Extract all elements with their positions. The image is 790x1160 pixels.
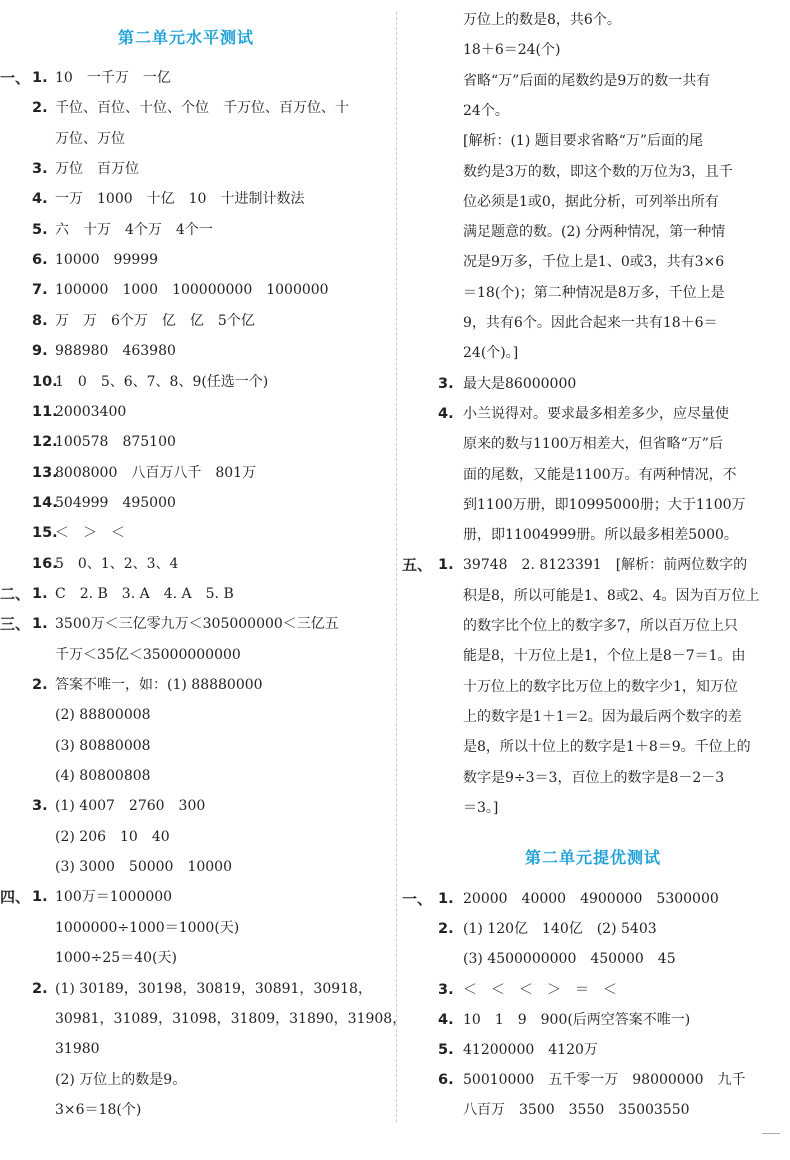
answer-text: ＜ ＜ ＜ ＞ ＝ ＜: [463, 982, 617, 998]
answer-text: 满足题意的数。(2) 分两种情况，第一种情: [463, 224, 726, 240]
answer-text: 31980: [55, 1041, 100, 1057]
question-number: 8.: [32, 313, 48, 329]
section-number: 一、: [402, 890, 433, 908]
question-number: 7.: [32, 282, 48, 298]
section-title-advanced-test: 第二单元提优测试: [525, 848, 662, 867]
answer-text: 到1100万册，即10995000册；大于1100万: [463, 497, 746, 513]
section-number: 四、: [0, 888, 31, 906]
answer-text: 50010000 五千零一万 98000000 九千: [463, 1072, 746, 1088]
question-number: 1.: [438, 557, 454, 573]
answer-text: 100万＝1000000: [55, 889, 173, 905]
answer-text: 八百万 3500 3550 35003550: [463, 1102, 690, 1118]
answer-text: 10000 99999: [55, 252, 159, 268]
question-number: 4.: [438, 1012, 454, 1028]
answer-text: 3×6＝18(个): [55, 1102, 142, 1118]
question-number: 4.: [32, 191, 48, 207]
answer-text: 1 0 5、6、7、8、9(任选一个): [55, 374, 269, 390]
answer-text: (1) 4007 2760 300: [55, 798, 206, 814]
answer-text: (2) 万位上的数是9。: [55, 1072, 187, 1088]
answer-text: 千位、百位、十位、个位 千万位、百万位、十: [55, 100, 349, 116]
answer-text: 988980 463980: [55, 343, 176, 359]
question-number: 5.: [32, 222, 48, 238]
answer-text: 24个。: [463, 103, 509, 119]
question-number: 4.: [438, 406, 454, 422]
answer-text: 20000 40000 4900000 5300000: [463, 891, 719, 907]
section-title-level-test: 第二单元水平测试: [118, 28, 255, 47]
answer-text: 数约是3万的数，即这个数的万位为3，且千: [463, 164, 733, 180]
section-number: 五、: [402, 556, 433, 574]
question-number: 2.: [32, 100, 48, 116]
answer-text: 积是8，所以可能是1、8或2、4。因为百万位上: [463, 588, 760, 604]
question-number: 1.: [32, 586, 48, 602]
question-number: 3.: [32, 161, 48, 177]
answer-text: 一万 1000 十亿 10 十进制计数法: [55, 191, 305, 207]
answer-text: 万位、万位: [55, 131, 125, 147]
question-number: 3.: [438, 376, 454, 392]
answer-text: 5 0、1、2、3、4: [55, 556, 179, 572]
answer-text: 最大是86000000: [463, 376, 577, 392]
question-number: 10.: [32, 374, 58, 390]
answer-text: 的数字比个位上的数字多7，所以百万位上只: [463, 618, 738, 634]
answer-text: [解析：(1) 题目要求省略“万”后面的尾: [463, 133, 704, 149]
answer-text: ＝3。]: [463, 800, 499, 816]
section-number: 二、: [0, 585, 31, 603]
answer-text: 10 1 9 900(后两空答案不唯一): [463, 1012, 691, 1028]
answer-text: 万位上的数是8，共6个。: [463, 12, 621, 28]
answer-text: 504999 495000: [55, 495, 176, 511]
question-number: 11.: [32, 404, 58, 420]
answer-text: 能是8，十万位上是1，个位上是8－7＝1。由: [463, 648, 746, 664]
page-footer-mark: [762, 1133, 780, 1134]
answer-text: 答案不唯一，如：(1) 88880000: [55, 677, 263, 693]
answer-text: 上的数字是1＋1＝2。因为最后两个数字的差: [463, 709, 742, 725]
answer-text: 18＋6＝24(个): [463, 42, 561, 58]
answer-text: 3500万＜三亿零九万＜305000000＜三亿五: [55, 616, 339, 632]
question-number: 1.: [32, 70, 48, 86]
answer-text: 39748 2. 8123391 [解析：前两位数字的: [463, 557, 748, 573]
answer-text: 千万＜35亿＜35000000000: [55, 647, 241, 663]
answer-text: 六 十万 4个万 4个一: [55, 222, 213, 238]
answer-text: 8008000 八百万八千 801万: [55, 465, 257, 481]
question-number: 5.: [438, 1042, 454, 1058]
question-number: 9.: [32, 343, 48, 359]
question-number: 1.: [32, 889, 48, 905]
question-number: 14.: [32, 495, 58, 511]
question-number: 13.: [32, 465, 58, 481]
right-column: [400, 0, 790, 1160]
question-number: 2.: [32, 677, 48, 693]
answer-text: 数字是9÷3＝3，百位上的数字是8－2－3: [463, 770, 725, 786]
answer-text: (1) 120亿 140亿 (2) 5403: [463, 921, 657, 937]
section-number: 一、: [0, 69, 31, 87]
answer-text: 况是9万多，千位上是1、0或3，共有3×6: [463, 254, 725, 270]
answer-text: 9，共有6个。因此合起来一共有18＋6＝: [463, 315, 718, 331]
answer-text: C 2. B 3. A 4. A 5. B: [55, 586, 234, 602]
answer-text: 册，即11004999册。所以最多相差5000。: [463, 527, 738, 543]
answer-text: (1) 30189，30198，30819，30891，30918，: [55, 981, 372, 997]
answer-text: (4) 80800808: [55, 768, 151, 784]
answer-text: (2) 206 10 40: [55, 829, 170, 845]
question-number: 1.: [32, 616, 48, 632]
question-number: 6.: [438, 1072, 454, 1088]
answer-text: 10 一千万 一亿: [55, 70, 171, 86]
answer-text: ＜ ＞ ＜: [55, 525, 125, 541]
answer-text: 十万位上的数字比万位上的数字少1，知万位: [463, 679, 738, 695]
question-number: 3.: [438, 982, 454, 998]
answer-text: (3) 80880008: [55, 738, 151, 754]
answer-text: 位必须是1或0，据此分析，可列举出所有: [463, 194, 719, 210]
answer-text: 小兰说得对。要求最多相差多少，应尽量使: [463, 406, 729, 422]
answer-text: 100578 875100: [55, 434, 176, 450]
answer-text: 1000000÷1000＝1000(天): [55, 920, 240, 936]
question-number: 16.: [32, 556, 58, 572]
answer-text: 省略“万”后面的尾数约是9万的数一共有: [463, 73, 711, 89]
answer-text: 20003400: [55, 404, 127, 420]
answer-text: 41200000 4120万: [463, 1042, 598, 1058]
question-number: 12.: [32, 434, 58, 450]
answer-text: (3) 4500000000 450000 45: [463, 951, 676, 967]
answer-text: (2) 88800008: [55, 707, 151, 723]
answer-text: 面的尾数，又能是1100万。有两种情况，不: [463, 467, 737, 483]
answer-text: 1000÷25＝40(天): [55, 950, 177, 966]
section-number: 三、: [0, 615, 31, 633]
question-number: 15.: [32, 525, 58, 541]
answer-text: 是8，所以十位上的数字是1＋8＝9。千位上的: [463, 739, 751, 755]
question-number: 1.: [438, 891, 454, 907]
question-number: 2.: [438, 921, 454, 937]
question-number: 2.: [32, 981, 48, 997]
answer-text: 30981，31089，31098，31809，31890，31908，: [55, 1011, 407, 1027]
answer-text: 24(个)。]: [463, 345, 519, 361]
answer-text: 100000 1000 100000000 1000000: [55, 282, 329, 298]
answer-text: (3) 3000 50000 10000: [55, 859, 232, 875]
answer-text: 万 万 6个万 亿 亿 5个亿: [55, 313, 255, 329]
answer-text: ＝18(个)；第二种情况是8万多，千位上是: [463, 285, 725, 301]
question-number: 6.: [32, 252, 48, 268]
answer-text: 原来的数与1100万相差大，但省略“万”后: [463, 436, 723, 452]
question-number: 3.: [32, 798, 48, 814]
answer-text: 万位 百万位: [55, 161, 139, 177]
column-divider: [396, 12, 397, 1122]
